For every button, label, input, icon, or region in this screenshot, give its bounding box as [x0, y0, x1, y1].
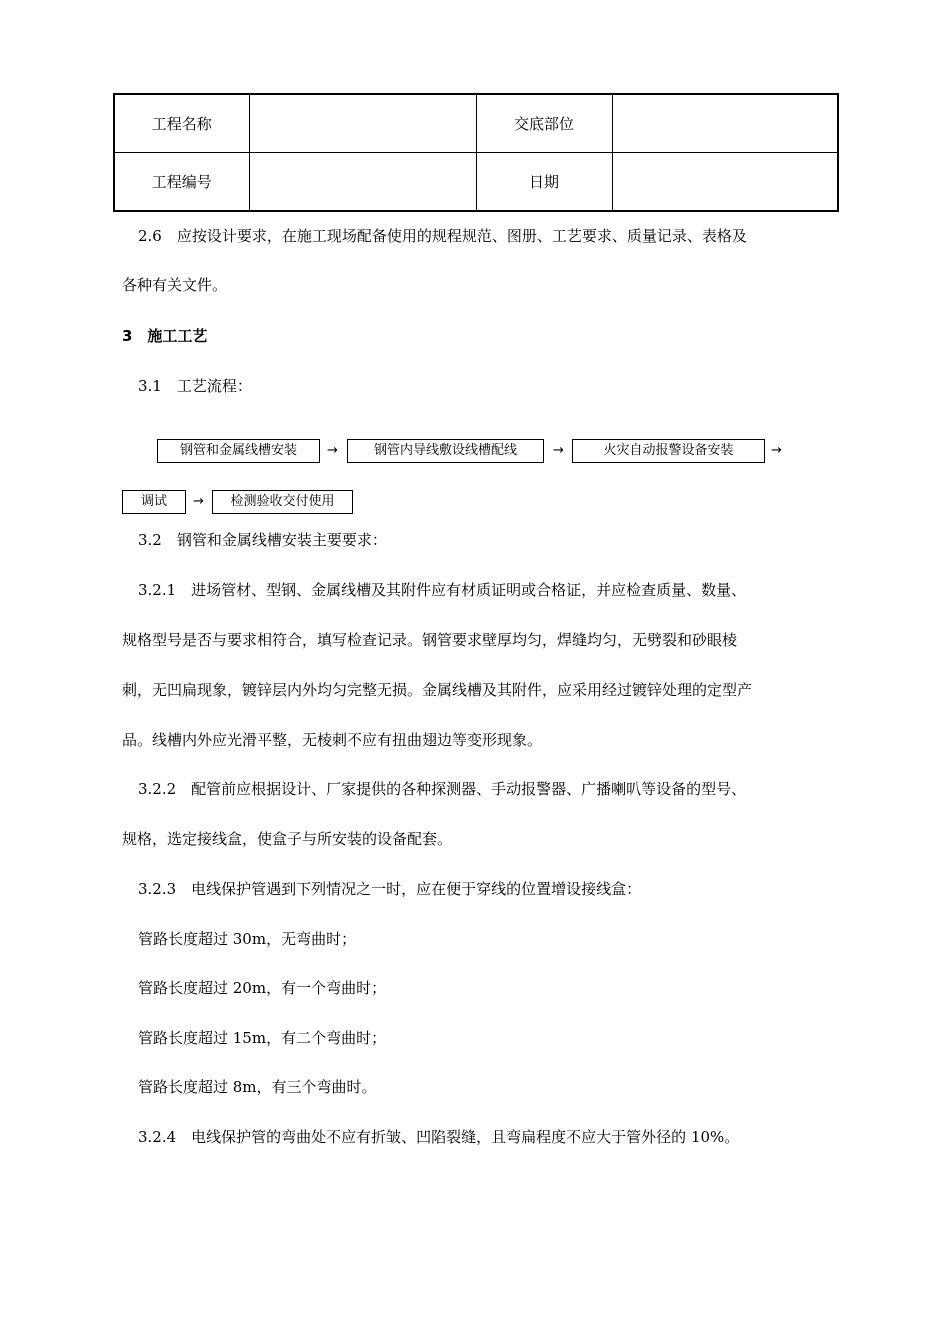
table-row [114, 94, 838, 153]
project-number-label: 工程编号 [114, 153, 249, 212]
list-item: 管路长度超过 30m，无弯曲时； [138, 930, 357, 948]
paragraph-3-2-3: 3.2.3 电线保护管遇到下列情况之一时，应在便于穿线的位置增设接线盒： [138, 880, 642, 898]
flow-arrow: → [327, 443, 338, 458]
paragraph-3-2-2-line1: 3.2.2 配管前应根据设计、厂家提供的各种探测器、手动报警器、广播喇叭等设备的型号、 [138, 780, 747, 798]
project-name-value [249, 94, 476, 153]
list-item: 管路长度超过 15m，有二个弯曲时； [138, 1029, 387, 1047]
section-3-1-heading: 3.1 工艺流程： [138, 377, 252, 395]
flow-step-alarm-install: 火灾自动报警设备安装 [572, 439, 765, 463]
flow-step-steel-pipe-install: 钢管和金属线槽安装 [157, 439, 320, 463]
flow-step-debugging: 调试 [122, 490, 186, 514]
flow-arrow: → [193, 494, 204, 509]
date-value [612, 153, 838, 212]
handover-part-value [612, 94, 838, 153]
paragraph-3-2-1-line3: 刺，无凹扁现象，镀锌层内外均匀完整无损。金属线槽及其附件，应采用经过镀锌处理的定型产 [122, 681, 753, 699]
table-row [114, 153, 838, 212]
flow-arrow: → [553, 443, 564, 458]
list-item: 管路长度超过 8m，有三个弯曲时。 [138, 1078, 377, 1096]
flow-step-wiring: 钢管内导线敷设线槽配线 [347, 439, 544, 463]
paragraph-3-2-1-line4: 品。线槽内外应光滑平整，无棱刺不应有扭曲翅边等变形现象。 [122, 731, 543, 749]
section-3-2-heading: 3.2 钢管和金属线槽安装主要要求： [138, 531, 387, 549]
paragraph-3-2-2-line2: 规格，选定接线盒，使盒子与所安装的设备配套。 [122, 830, 453, 848]
project-name-label: 工程名称 [114, 94, 249, 153]
project-number-value [249, 153, 476, 212]
paragraph-2-6-line2: 各种有关文件。 [122, 276, 228, 294]
section-3-heading: 3 施工工艺 [122, 327, 208, 345]
flow-arrow: → [771, 443, 782, 458]
paragraph-3-2-4: 3.2.4 电线保护管的弯曲处不应有折皱、凹陷裂缝，且弯扁程度不应大于管外径的 10%。 [138, 1128, 740, 1146]
paragraph-3-2-1-line2: 规格型号是否与要求相符合，填写检查记录。钢管要求壁厚均匀，焊缝均匀，无劈裂和砂眼棱 [122, 631, 738, 649]
flow-step-inspection-delivery: 检测验收交付使用 [212, 490, 353, 514]
list-item: 管路长度超过 20m，有一个弯曲时； [138, 979, 387, 997]
handover-part-label: 交底部位 [476, 94, 612, 153]
date-label: 日期 [476, 153, 612, 212]
paragraph-2-6-line1: 2.6 应按设计要求，在施工现场配备使用的规程规范、图册、工艺要求、质量记录、表格及 [138, 227, 747, 245]
paragraph-3-2-1-line1: 3.2.1 进场管材、型钢、金属线槽及其附件应有材质证明或合格证，并应检查质量、数量、 [138, 581, 747, 599]
header-table [113, 93, 839, 212]
